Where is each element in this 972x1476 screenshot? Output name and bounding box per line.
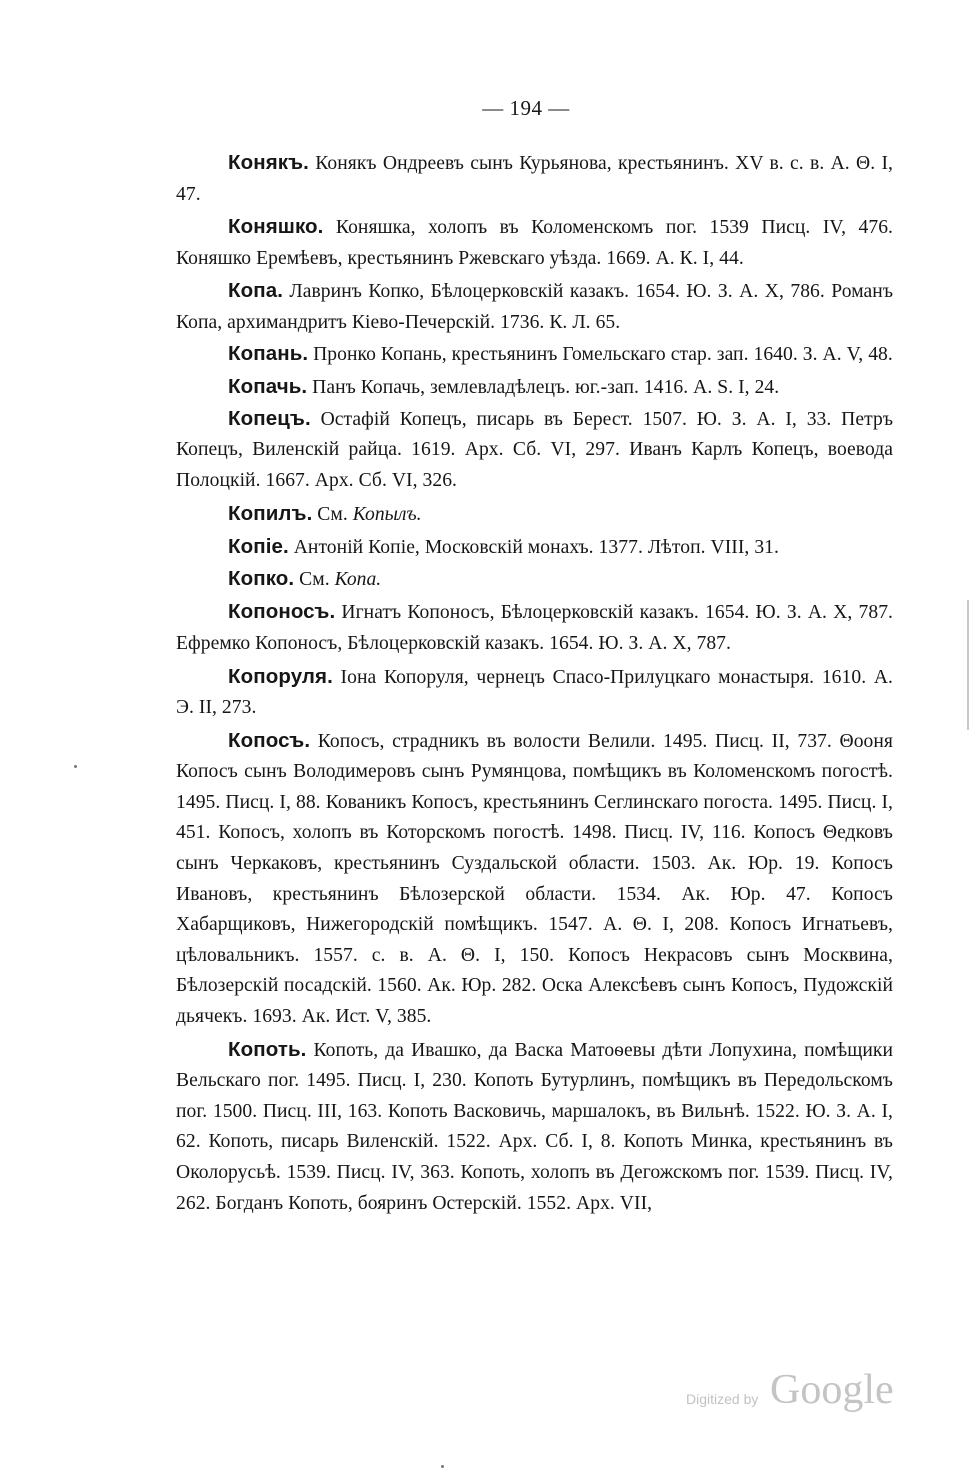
entry-headword: Копоть.	[228, 1037, 307, 1061]
entry-koponos	[176, 597, 893, 659]
entry-kopan	[176, 339, 893, 371]
entry-text: Антоній Копіе, Московскій монахъ. 1377. Лѣтоп. VIII, 31.	[293, 537, 779, 559]
entry-headword: Копилъ.	[228, 501, 313, 525]
entry-text: Копосъ, страдникъ въ волости Велили. 1495. Писц. II, 737. Θооня Копосъ сынъ Володимеровъ сынъ Румянцова, помѣщикъ въ Коломенскомъ погостѣ. 1495. Писц. I, 88. Кованикъ Копосъ, крестьянинъ Сеглинскаго погоста. 1495. Писц. I, 451. Копосъ, холопъ въ Которскомъ погостѣ. 1498. Писц. IV, 116. Копосъ Θедковъ сынъ Черкаковъ, крестьянинъ Суздальской области. 1503. Ак. Юр. 19. Копосъ Ивановъ, крестьянинъ Бѣлозерской области. 1534. Ак. Юр. 47. Копосъ Хабарщиковъ, Нижегородскій помѣщикъ. 1547. А. Θ. I, 208. Копосъ Игнатьевъ, цѣловальникъ. 1557. с. в. А. Θ. I, 150. Копосъ Некрасовъ сынъ Москвина, Бѣлозерскій посадскій. 1560. Ак. Юр. 282. Оска Алексѣевъ сынъ Копосъ, Пудожскій дьячекъ. 1693. Ак. Ист. V, 385.	[176, 730, 893, 1028]
entry-headword: Копецъ.	[228, 406, 311, 430]
entry-kopa	[176, 276, 893, 338]
google-watermark	[686, 1366, 926, 1426]
cross-reference-link: Копылъ.	[352, 503, 422, 525]
entry-kopie	[176, 532, 893, 564]
scan-speck	[441, 1465, 444, 1468]
entry-headword: Коняшко.	[228, 215, 324, 239]
entry-headword: Копоносъ.	[228, 600, 336, 624]
scan-edge-line	[967, 600, 969, 730]
entry-headword: Копіе.	[228, 535, 289, 559]
entry-headword: Копань.	[228, 341, 309, 365]
watermark-google-logo: Google	[770, 1367, 894, 1413]
entry-text: Іона Копоруля, чернецъ Спасо-Прилуцкаго монастыря. 1610. А. Э. II, 273.	[176, 666, 893, 719]
entry-text: Игнатъ Копоносъ, Бѣлоцерковскій казакъ. 1654. Ю. З. А. X, 787. Ефремко Копоносъ, Бѣлоцерковскій казакъ. 1654. Ю. З. А. X, 787.	[176, 602, 893, 654]
entry-kopach	[176, 372, 893, 404]
page-number: — 194 —	[482, 96, 570, 120]
cross-reference-link: Копа.	[334, 568, 382, 590]
entry-headword: Копоруля.	[228, 664, 333, 688]
entry-text: Остафій Копецъ, писарь въ Берест. 1507. Ю. З. А. I, 33. Петръ Копецъ, Виленскій райца. 1619. Арх. Сб. VI, 297. Иванъ Карлъ Копецъ, воевода Полоцкій. 1667. Арх. Сб. VI, 326.	[176, 408, 894, 491]
entry-kopot	[176, 1035, 893, 1220]
entry-kopil	[176, 499, 893, 531]
entry-text: Лавринъ Копко, Бѣлоцерковскій казакъ. 1654. Ю. З. А. X, 786. Романъ Копа, архимандритъ Кіево-Печерскій. 1736. К. Л. 65.	[176, 281, 894, 333]
entry-headword: Конякъ.	[228, 151, 309, 174]
entry-kopko	[176, 564, 893, 596]
entry-text: Копоть, да Ивашко, да Васка Матоѳевы дѣти Лопухина, помѣщики Вельскаго пог. 1495. Писц. I, 230. Копоть Бутурлинъ, помѣщикъ въ Передольскомъ пог. 1500. Писц. III, 163. Копоть Васковичь, маршалокъ, въ Вильнѣ. 1522. Ю. З. А. I, 62. Копоть, писарь Виленскій. 1522. Арх. Сб. I, 8. Копоть Минка, крестьянинъ въ Околорусьѣ. 1539. Писц. IV, 363. Копоть, холопъ въ Дегожскомъ пог. 1539. Писц. IV, 262. Богданъ Копоть, бояринъ Остерскій. 1552. Арх. VII,	[176, 1039, 894, 1214]
entry-konyak	[176, 148, 893, 210]
entry-text: См.	[299, 568, 335, 590]
dictionary-entries	[176, 148, 893, 1219]
entry-text: Конякъ Ондреевъ сынъ Курьянова, крестьянинъ. XV в. с. в. А. Θ. I, 47.	[176, 153, 893, 205]
entry-text: Панъ Копачь, землевладѣлецъ. юг.-зап. 1416. А. S. I, 24.	[312, 377, 780, 399]
entry-konyashko	[176, 212, 893, 274]
entry-text: Пронко Копань, крестьянинъ Гомельскаго стар. зап. 1640. З. А. V, 48.	[313, 343, 893, 365]
entry-koporulya	[176, 662, 893, 724]
entry-text: Коняшка, холопъ въ Коломенскомъ пог. 1539 Писц. IV, 476. Коняшко Еремѣевъ, крестьянинъ Ржевскаго уѣзда. 1669. А. К. I, 44.	[176, 217, 893, 269]
entry-headword: Копа.	[228, 279, 284, 303]
entry-kopets	[176, 404, 893, 497]
entry-text: См.	[317, 503, 353, 525]
watermark-digitized-text: Digitized by	[686, 1391, 759, 1407]
entry-kopos	[176, 726, 893, 1033]
entry-headword: Копко.	[228, 566, 295, 590]
scan-speck	[74, 765, 77, 768]
entry-headword: Копосъ.	[228, 728, 311, 752]
entry-headword: Копачь.	[228, 375, 308, 399]
